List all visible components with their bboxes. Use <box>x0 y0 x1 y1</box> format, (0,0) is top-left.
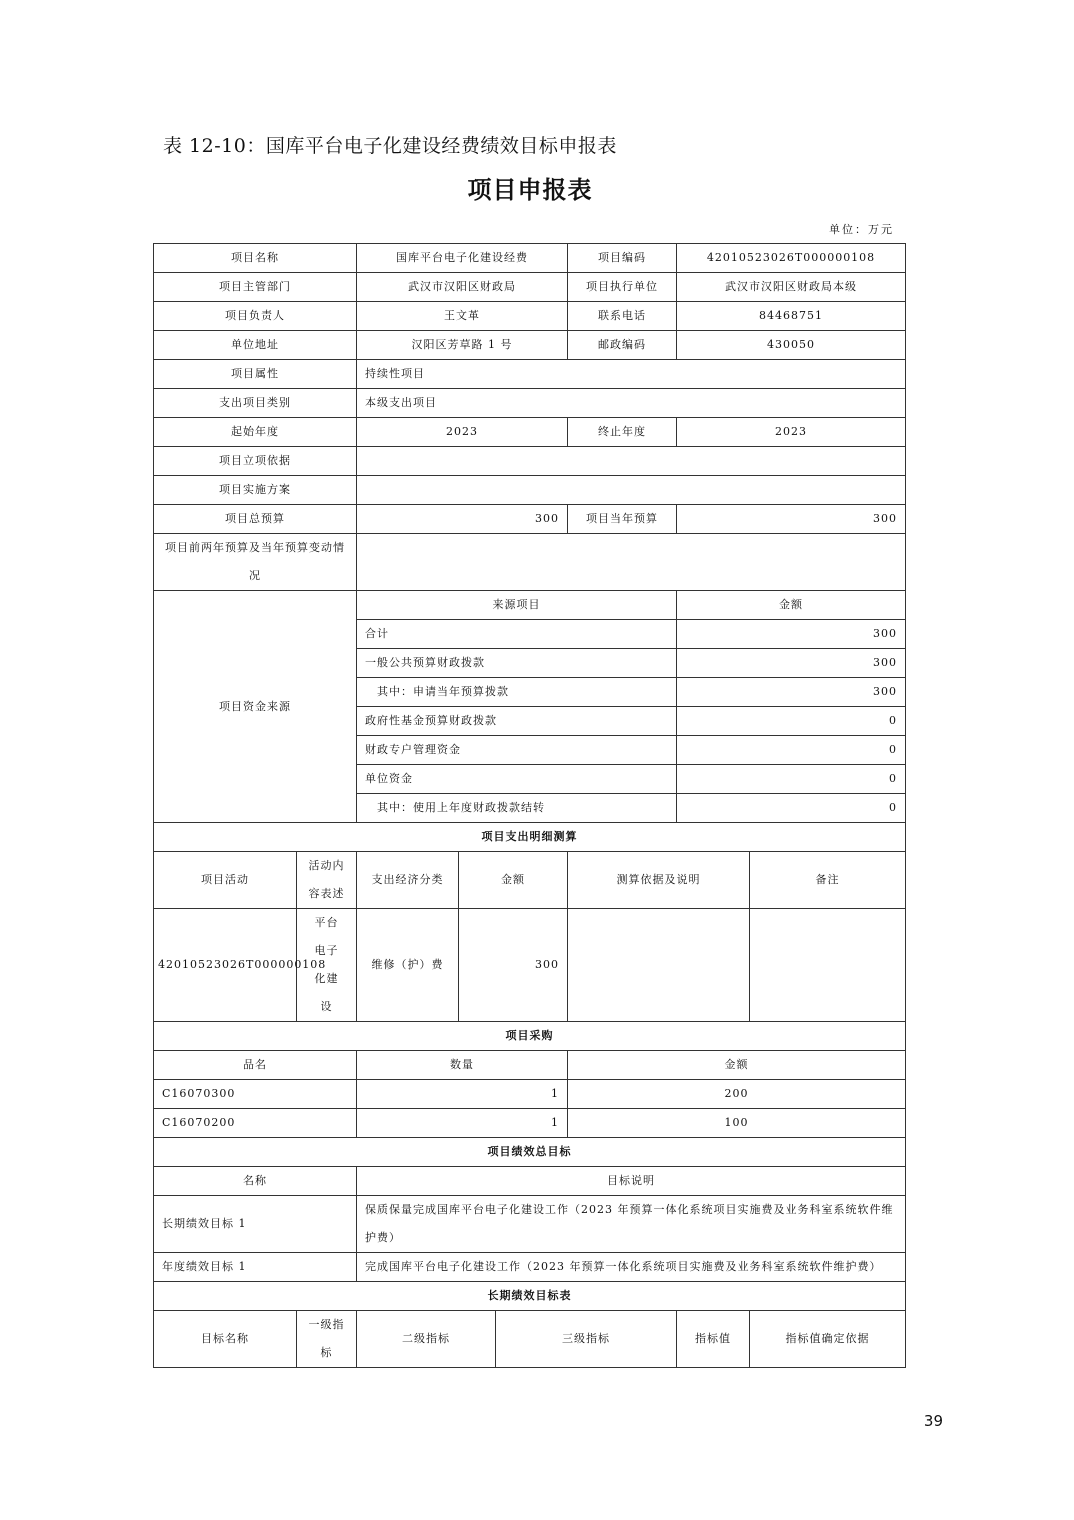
page-title: 项目申报表 <box>467 176 593 204</box>
value-exec: 武汉市汉阳区财政局本级 <box>677 273 906 302</box>
row-long-table-section <box>154 1282 906 1311</box>
label-project-name: 项目名称 <box>154 244 357 273</box>
header-item: 品名 <box>154 1051 357 1080</box>
detail-amount: 300 <box>459 909 568 1022</box>
label-total-budget: 项目总预算 <box>154 505 357 534</box>
value-dept: 武汉市汉阳区财政局 <box>357 273 568 302</box>
value-phone: 84468751 <box>677 302 906 331</box>
label-category: 支出项目类别 <box>154 389 357 418</box>
value-project-name: 国库平台电子化建设经费 <box>357 244 568 273</box>
value-project-code: 42010523026T000000108 <box>677 244 906 273</box>
header-indicator-value: 指标值 <box>677 1311 750 1368</box>
row-years <box>154 418 906 447</box>
value-zip: 430050 <box>677 331 906 360</box>
funding-row-amount: 0 <box>677 707 906 736</box>
value-budget-change <box>357 534 906 591</box>
row-category <box>154 389 906 418</box>
row-purchase-header <box>154 1051 906 1080</box>
label-project-code: 项目编码 <box>568 244 677 273</box>
value-basis <box>357 447 906 476</box>
funding-amount-header: 金额 <box>677 591 906 620</box>
funding-row-name: 其中：使用上年度财政拨款结转 <box>357 794 677 823</box>
header-level1: 一级指标 <box>297 1311 357 1368</box>
header-note: 备注 <box>750 852 906 909</box>
row-budget-change <box>154 534 906 591</box>
section-title-purchase: 项目采购 <box>154 1022 906 1051</box>
header-goal-name: 名称 <box>154 1167 357 1196</box>
label-zip: 邮政编码 <box>568 331 677 360</box>
section-title-goals: 项目绩效总目标 <box>154 1138 906 1167</box>
header-calc-basis: 测算依据及说明 <box>568 852 750 909</box>
row-attr <box>154 360 906 389</box>
funding-row-amount: 300 <box>677 649 906 678</box>
page-number: 39 <box>923 1412 943 1430</box>
funding-row-name: 单位资金 <box>357 765 677 794</box>
header-level3: 三级指标 <box>496 1311 677 1368</box>
header-amount: 金额 <box>459 852 568 909</box>
detail-basis <box>568 909 750 1022</box>
detail-econ: 维修（护）费 <box>357 909 459 1022</box>
purchase-qty: 1 <box>357 1080 568 1109</box>
purchase-item: C16070300 <box>154 1080 357 1109</box>
row-plan <box>154 476 906 505</box>
project-declaration-table <box>153 243 906 1368</box>
label-exec: 项目执行单位 <box>568 273 677 302</box>
header-qty: 数量 <box>357 1051 568 1080</box>
detail-desc: 平台电子化建设 <box>297 909 357 1022</box>
purchase-row <box>154 1109 906 1138</box>
funding-row-name: 其中：申请当年预算拨款 <box>357 678 677 707</box>
row-detail <box>154 909 906 1022</box>
row-dept <box>154 273 906 302</box>
row-project-name <box>154 244 906 273</box>
purchase-qty: 1 <box>357 1109 568 1138</box>
label-basis: 项目立项依据 <box>154 447 357 476</box>
label-leader: 项目负责人 <box>154 302 357 331</box>
funding-row-name: 政府性基金预算财政拨款 <box>357 707 677 736</box>
value-year-budget: 300 <box>677 505 906 534</box>
funding-source-header: 来源项目 <box>357 591 677 620</box>
funding-row-name: 合计 <box>357 620 677 649</box>
label-budget-change: 项目前两年预算及当年预算变动情况 <box>154 534 357 591</box>
row-basis <box>154 447 906 476</box>
header-activity-desc: 活动内容表述 <box>297 852 357 909</box>
label-phone: 联系电话 <box>568 302 677 331</box>
row-goals-header <box>154 1167 906 1196</box>
detail-note <box>750 909 906 1022</box>
label-annual-goal: 年度绩效目标 1 <box>154 1253 357 1282</box>
row-budget <box>154 505 906 534</box>
purchase-amount: 100 <box>568 1109 906 1138</box>
value-total-budget: 300 <box>357 505 568 534</box>
header-level2: 二级指标 <box>357 1311 496 1368</box>
funding-row-name: 一般公共预算财政拨款 <box>357 649 677 678</box>
label-end-year: 终止年度 <box>568 418 677 447</box>
funding-row-name: 财政专户管理资金 <box>357 736 677 765</box>
section-title-detail: 项目支出明细测算 <box>154 823 906 852</box>
row-long-goal <box>154 1196 906 1253</box>
row-address <box>154 331 906 360</box>
purchase-row <box>154 1080 906 1109</box>
label-dept: 项目主管部门 <box>154 273 357 302</box>
row-detail-header <box>154 852 906 909</box>
header-econ-class: 支出经济分类 <box>357 852 459 909</box>
value-leader: 王文革 <box>357 302 568 331</box>
funding-row-amount: 0 <box>677 794 906 823</box>
header-goal-title: 目标名称 <box>154 1311 297 1368</box>
row-funding-header <box>154 591 906 620</box>
value-category: 本级支出项目 <box>357 389 906 418</box>
row-leader <box>154 302 906 331</box>
label-plan: 项目实施方案 <box>154 476 357 505</box>
value-attr: 持续性项目 <box>357 360 906 389</box>
table-caption: 表 12-10：国库平台电子化建设经费绩效目标申报表 <box>163 135 617 157</box>
funding-row-amount: 300 <box>677 678 906 707</box>
value-plan <box>357 476 906 505</box>
row-detail-section <box>154 823 906 852</box>
funding-row-amount: 0 <box>677 736 906 765</box>
row-goals-section <box>154 1138 906 1167</box>
row-annual-goal <box>154 1253 906 1282</box>
value-long-goal: 保质保量完成国库平台电子化建设工作（2023 年预算一体化系统项目实施费及业务科室系统软件维护费） <box>357 1196 906 1253</box>
value-annual-goal: 完成国库平台电子化建设工作（2023 年预算一体化系统项目实施费及业务科室系统软件维护费） <box>357 1253 906 1282</box>
row-long-table-header <box>154 1311 906 1368</box>
funding-row-amount: 0 <box>677 765 906 794</box>
label-funding-source: 项目资金来源 <box>154 591 357 823</box>
row-purchase-section <box>154 1022 906 1051</box>
unit-label: 单位：万元 <box>829 223 894 236</box>
header-goal-desc: 目标说明 <box>357 1167 906 1196</box>
section-title-long-table: 长期绩效目标表 <box>154 1282 906 1311</box>
label-long-goal: 长期绩效目标 1 <box>154 1196 357 1253</box>
purchase-amount: 200 <box>568 1080 906 1109</box>
header-value-basis: 指标值确定依据 <box>750 1311 906 1368</box>
label-start-year: 起始年度 <box>154 418 357 447</box>
funding-row-amount: 300 <box>677 620 906 649</box>
detail-activity: 42010523026T000000108 <box>154 909 297 1022</box>
header-activity: 项目活动 <box>154 852 297 909</box>
purchase-item: C16070200 <box>154 1109 357 1138</box>
value-address: 汉阳区芳草路 1 号 <box>357 331 568 360</box>
label-attr: 项目属性 <box>154 360 357 389</box>
label-year-budget: 项目当年预算 <box>568 505 677 534</box>
label-address: 单位地址 <box>154 331 357 360</box>
header-purchase-amount: 金额 <box>568 1051 906 1080</box>
value-end-year: 2023 <box>677 418 906 447</box>
value-start-year: 2023 <box>357 418 568 447</box>
